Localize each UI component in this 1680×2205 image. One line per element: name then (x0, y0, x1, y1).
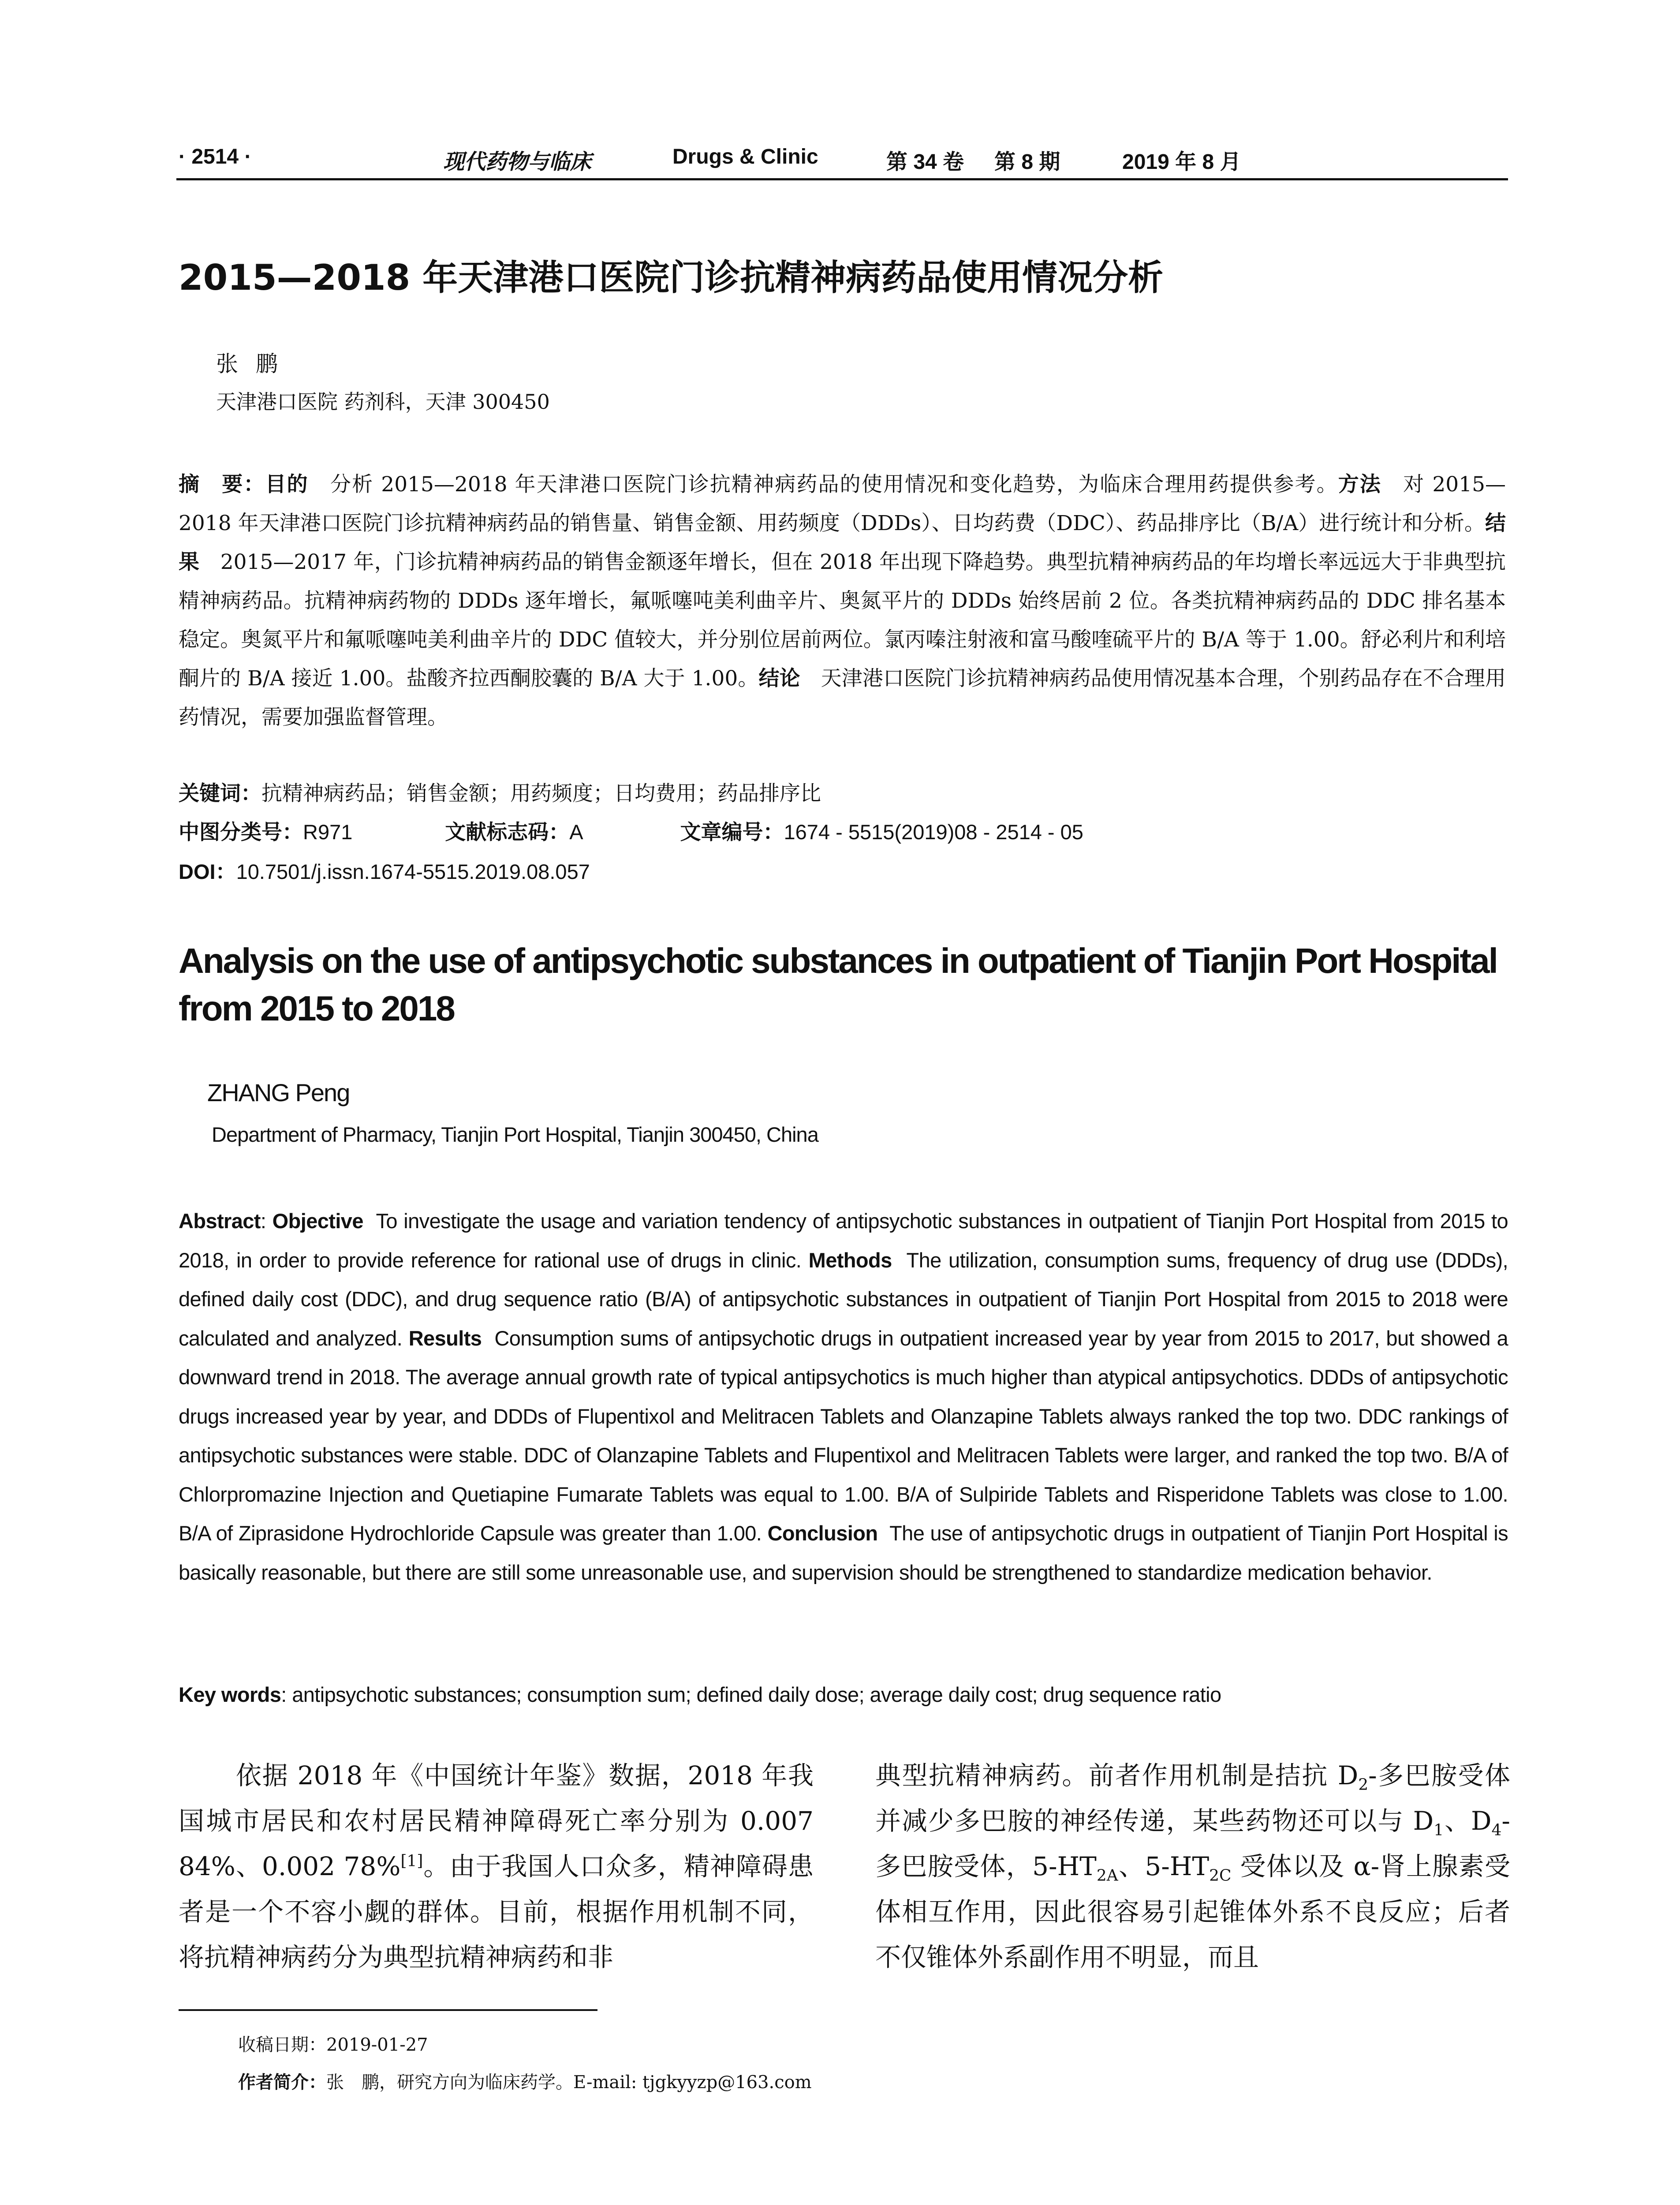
subscript: 2 (1358, 1775, 1369, 1794)
abstract-en-label: Abstract (179, 1209, 261, 1233)
body-right-text-a: 典型抗精神病药。前者作用机制是拮抗 D (875, 1760, 1359, 1790)
footnote-rule (179, 2009, 597, 2011)
conclusion-label-cn: 结论 (758, 666, 800, 691)
author-bio (238, 2068, 812, 2093)
methods-en: The utilization, consumption sums, frequency of drug use (DDDs), defined daily cost (DDC), and drug sequence ratio (B/A) of antipsychotic substances in outpatient of Tianjin Port Hospital from 2015 to 2018 were calculated and analyzed. (179, 1248, 1508, 1350)
issue: 第 8 期 (994, 150, 1060, 174)
author-en: ZHANG Peng (207, 1079, 350, 1106)
body-left-column (179, 1753, 814, 1980)
objective-en: To investigate the usage and variation tendency of antipsychotic substances in outpatient of Tianjin Port Hospital from 2015 to 2018, in order to provide reference for rational use of drugs in clinic. (179, 1209, 1508, 1272)
objective-label-en: Objective (272, 1209, 363, 1233)
body-right-text-b: -多巴胺受体并减少多巴胺的神经传递，某些药物还可以与 D (875, 1760, 1510, 1836)
keywords-cn (179, 777, 821, 807)
volume: 第 34 卷 (886, 150, 964, 174)
conclusion-en: The use of antipsychotic drugs in outpatient of Tianjin Port Hospital is basically reasonable, but there are still some unreasonable use, and supervision should be strengthened to standardize medication behavior. (179, 1521, 1508, 1584)
abstract-cn-label: 摘 要： (179, 472, 265, 497)
author-bio-label: 作者简介： (238, 2072, 326, 2093)
keywords-en-label: Key words (179, 1683, 281, 1706)
journal-name-cn: 现代药物与临床 (443, 150, 592, 174)
methods-cn: 对 2015—2018 年天津港口医院门诊抗精神病药品的销售量、销售金额、用药频度（DDDs）、日均药费（DDC）、药品排序比（B/A）进行统计和分析。 (179, 472, 1506, 535)
affiliation-cn: 天津港口医院 药剂科，天津 300450 (216, 390, 550, 414)
body-right-text-e: 、5-HT (1118, 1851, 1210, 1881)
body-left-text-1: 依据 2018 年《中国统计年鉴》数据，2018 年我国城市居民和农村居民精神障碍死亡率分别为 0.007 84%、0.002 78% (179, 1760, 814, 1881)
doi-link[interactable]: 10.7501/j.issn.1674-5515.2019.08.057 (236, 860, 590, 883)
doc-code-value: A (569, 820, 583, 844)
received-date: 收稿日期：2019-01-27 (238, 2035, 428, 2055)
conclusion-cn: 天津港口医院门诊抗精神病药品使用情况基本合理，个别药品存在不合理用药情况，需要加强监督管理。 (179, 666, 1506, 729)
keywords-en-text: antipsychotic substances; consumption sum; defined daily dose; average daily cost; drug sequence ratio (292, 1683, 1221, 1706)
body-right-text-d: -多巴胺受体，5-HT (875, 1806, 1510, 1881)
author-bio-text: 张 鹏，研究方向为临床药学。E-mail: tjgkyyzp@163.com (326, 2072, 812, 2093)
clc-value: R971 (303, 820, 353, 844)
doi-line (179, 856, 590, 885)
article-number-label: 文章编号： (680, 820, 784, 845)
article-number-value: 1674 - 5515(2019)08 - 2514 - 05 (784, 820, 1083, 844)
doc-code-label: 文献标志码： (445, 820, 570, 845)
header-rule (176, 178, 1508, 180)
results-label-en: Results (408, 1326, 482, 1350)
journal-name-en: Drugs & Clinic (672, 145, 818, 168)
title-cn: 2015—2018 年天津港口医院门诊抗精神病药品使用情况分析 (179, 257, 1164, 298)
keywords-cn-label: 关键词： (179, 781, 261, 806)
classification-line (179, 816, 1083, 845)
author-cn: 张鹏 (216, 351, 295, 377)
conclusion-label-en: Conclusion (767, 1521, 878, 1545)
clc-label: 中图分类号： (179, 820, 303, 845)
results-label-cn: 结果 (179, 511, 1506, 574)
keywords-en: Key words: antipsychotic substances; consumption sum; defined daily dose; average daily cost; drug sequence ratio (179, 1683, 1221, 1706)
methods-label-cn: 方法 (1338, 472, 1382, 497)
body-right-column (875, 1753, 1510, 1980)
body-right-text-f: 受体以及 α-肾上腺素受体相互作用，因此很容易引起锥体外系不良反应；后者不仅锥体外系副作用不明显，而且 (875, 1851, 1511, 1972)
objective-label-cn: 目的 (265, 472, 309, 497)
results-en: Consumption sums of antipsychotic drugs in outpatient increased year by year from 2015 to 2017, but showed a downward trend in 2018. The average annual growth rate of typical antipsychotics is much higher than atypical antipsychotics. DDDs of antipsychotic drugs increased year by year, and DDDs of Flupentixol and Melitracen Tablets and Olanzapine Tablets always ranked the top two. DDC rankings of antipsychotic substances were stable. DDC of Olanzapine Tablets and Flupentixol and Melitracen Tablets were larger, and ranked the top two. B/A of Chlorpromazine Injection and Quetiapine Fumarate Tablets was equal to 1.00. B/A of Sulpiride Tablets and Risperidone Tablets was close to 1.00. B/A of Ziprasidone Hydrochloride Capsule was greater than 1.00. (179, 1326, 1508, 1545)
doi-label: DOI： (179, 860, 236, 883)
affiliation-en: Department of Pharmacy, Tianjin Port Hospital, Tianjin 300450, China (212, 1123, 818, 1146)
abstract-en: Abstract: Objective To investigate the usage and variation tendency of antipsychotic substances in outpatient of Tianjin Port Hospital from 2015 to 2018, in order to provide reference for rational use of drugs in clinic. Methods The utilization, consumption sums, frequency of drug use (DDDs), defined daily cost (DDC), and drug sequence ratio (B/A) of antipsychotic substances in outpatient of Tianjin Port Hospital from 2015 to 2018 were calculated and analyzed. Results Consumption sums of antipsychotic drugs in outpatient increased year by year from 2015 to 2017, but showed a downward trend in 2018. The average annual growth rate of typical antipsychotics is much higher than atypical antipsychotics. DDDs of antipsychotic drugs increased year by year, and DDDs of Flupentixol and Melitracen Tablets and Olanzapine Tablets always ranked the top two. DDC rankings of antipsychotic substances were stable. DDC of Olanzapine Tablets and Flupentixol and Melitracen Tablets were larger, and ranked the top two. B/A of Chlorpromazine Injection and Quetiapine Fumarate Tablets was equal to 1.00. B/A of Sulpiride Tablets and Risperidone Tablets was close to 1.00. B/A of Ziprasidone Hydrochloride Capsule was greater than 1.00. Conclusion The use of antipsychotic drugs in outpatient of Tianjin Port Hospital is basically reasonable, but there are still some unreasonable use, and supervision should be strengthened to standardize medication behavior. (179, 1209, 1508, 1584)
methods-label-en: Methods (808, 1248, 892, 1272)
title-en: Analysis on the use of antipsychotic substances in outpatient of Tianjin Port Hospital from 2015 to 2018 (179, 941, 1497, 1028)
page-number: · 2514 · (179, 145, 252, 168)
subscript: 1 (1434, 1821, 1444, 1839)
subscript: 2C (1209, 1866, 1232, 1885)
abstract-cn (179, 465, 1506, 737)
issue-date: 2019 年 8 月 (1122, 150, 1241, 174)
body-right-text-c: 、D (1444, 1806, 1492, 1836)
body-left-text-2: 。由于我国人口众多，精神障碍患者是一个不容小觑的群体。目前，根据作用机制不同，将抗精神病药分为典型抗精神病药和非 (179, 1851, 814, 1972)
objective-cn: 分析 2015—2018 年天津港口医院门诊抗精神病药品的使用情况和变化趋势，为临床合理用药提供参考。 (308, 472, 1338, 497)
keywords-cn-text: 抗精神病药品；销售金额；用药频度；日均费用；药品排序比 (261, 781, 821, 806)
citation-ref-1[interactable]: [1] (400, 1852, 423, 1870)
subscript: 2A (1096, 1866, 1118, 1885)
results-cn: 2015—2017 年，门诊抗精神病药品的销售金额逐年增长，但在 2018 年出现下降趋势。典型抗精神病药品的年均增长率远远大于非典型抗精神病药品。抗精神病药物的 DDDs 逐年增长，氟哌噻吨美利曲辛片、奥氮平片的 DDDs 始终居前 2 位。各类抗精神病药品的 DDC 排名基本稳定。奥氮平片和氟哌噻吨美利曲辛片的 DDC 值较大，并分别位居前两位。氯丙嗪注射液和富马酸喹硫平片的 B/A 等于 1.00。舒必利片和利培酮片的 B/A 接近 1.00。盐酸齐拉西酮胶囊的 B/A 大于 1.00。 (179, 550, 1506, 691)
subscript: 4 (1491, 1821, 1502, 1839)
